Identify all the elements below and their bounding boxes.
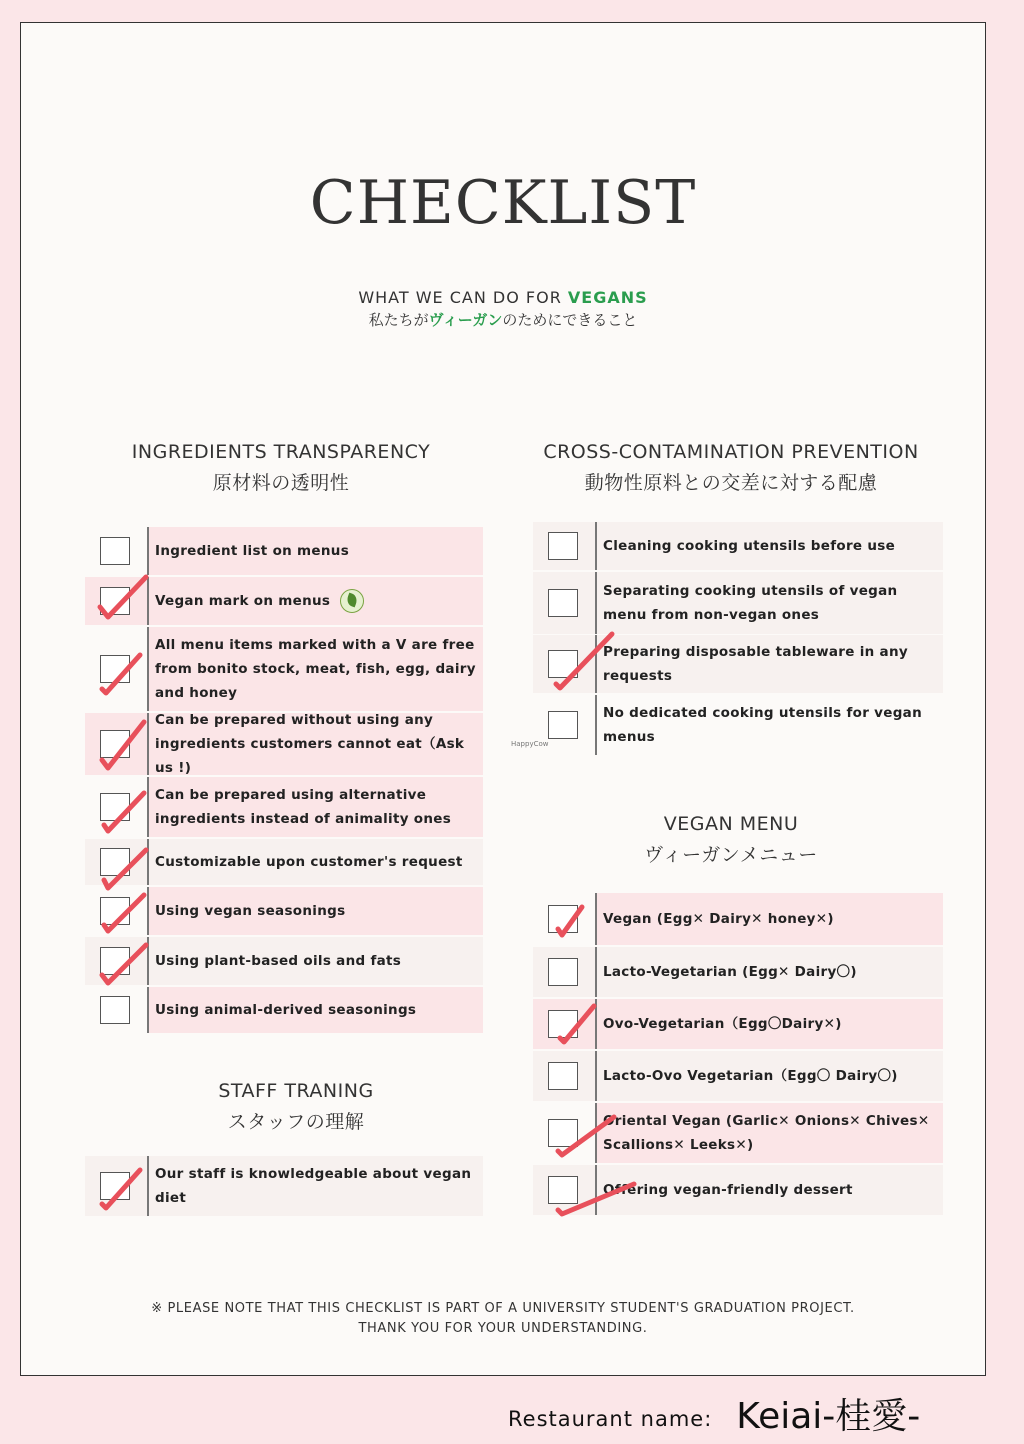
item-label: Using animal-derived seasonings bbox=[149, 987, 483, 1033]
cross-contamination-title-jp: 動物性原料との交差に対する配慮 bbox=[584, 472, 878, 494]
item-label: All menu items marked with a V are free from bonito stock, meat, fish, egg, dairy and honey bbox=[149, 627, 483, 711]
page-title: CHECKLIST bbox=[309, 168, 697, 238]
red-check-mark-icon bbox=[533, 1103, 595, 1163]
item-label: Ingredient list on menus bbox=[149, 527, 483, 575]
ingredients-row-5 bbox=[85, 839, 483, 885]
red-check-mark-icon bbox=[85, 887, 147, 935]
red-check-mark-icon bbox=[85, 713, 147, 775]
subtitle-jp-suffix: のためにできること bbox=[502, 311, 638, 329]
checkbox[interactable] bbox=[548, 1062, 578, 1090]
item-label: Vegan mark on menus bbox=[149, 577, 483, 625]
subtitle-highlight: VEGANS bbox=[567, 288, 648, 307]
checkbox[interactable] bbox=[548, 532, 578, 560]
cross-row-1 bbox=[533, 572, 943, 634]
red-check-mark-icon bbox=[85, 577, 147, 625]
red-check-mark-icon bbox=[533, 1165, 595, 1215]
ingredients-row-0 bbox=[85, 527, 483, 575]
checkbox[interactable] bbox=[100, 996, 130, 1024]
item-label: Oriental Vegan (Garlic✕ Onions✕ Chives✕ Scallions✕ Leeks✕) bbox=[597, 1103, 943, 1163]
vegan-menu-row-2 bbox=[533, 999, 943, 1049]
item-label: No dedicated cooking utensils for vegan menus bbox=[603, 705, 923, 745]
restaurant-name: Keiai-桂愛- bbox=[736, 1396, 921, 1437]
subtitle-jp bbox=[21, 309, 985, 330]
item-label: Using vegan seasonings bbox=[149, 887, 483, 935]
item-label: Customizable upon customer's request bbox=[149, 839, 483, 885]
subtitle bbox=[21, 288, 985, 307]
subtitle-jp-highlight: ヴィーガン bbox=[428, 311, 503, 329]
vegan-menu-row-0 bbox=[533, 893, 943, 945]
vegan-menu-title: VEGAN MENU bbox=[663, 813, 799, 835]
ingredients-row-1 bbox=[85, 577, 483, 625]
red-check-mark-icon bbox=[85, 937, 147, 985]
item-label: Our staff is knowledgeable about vegan diet bbox=[149, 1156, 483, 1216]
cross-row-0 bbox=[533, 522, 943, 570]
cross-contamination-title: CROSS-CONTAMINATION PREVENTION bbox=[543, 441, 919, 463]
vegan-leaf-icon bbox=[340, 589, 364, 613]
item-label: Separating cooking utensils of vegan menu from non-vegan ones bbox=[597, 572, 943, 634]
item-label: Preparing disposable tableware in any requests bbox=[597, 635, 943, 693]
red-check-mark-icon bbox=[85, 1156, 147, 1216]
item-label: Lacto-Ovo Vegetarian（Egg〇 Dairy〇) bbox=[597, 1051, 943, 1101]
cross-row-3 bbox=[533, 695, 943, 755]
ingredients-row-6 bbox=[85, 887, 483, 935]
cross-contamination-header bbox=[511, 441, 951, 495]
vegan-menu-title-jp: ヴィーガンメニュー bbox=[644, 844, 818, 866]
item-label: Vegan (Egg✕ Dairy✕ honey✕) bbox=[597, 893, 943, 945]
vegan-menu-header bbox=[581, 813, 881, 867]
checkbox[interactable] bbox=[548, 711, 578, 739]
checkbox[interactable] bbox=[548, 958, 578, 986]
red-check-mark-icon bbox=[85, 627, 147, 711]
checklist-sheet bbox=[20, 22, 986, 1376]
ingredients-title: INGREDIENTS TRANSPARENCY bbox=[131, 441, 431, 463]
vegan-menu-row-3 bbox=[533, 1051, 943, 1101]
item-label: Using plant-based oils and fats bbox=[149, 937, 483, 985]
cross-row-2 bbox=[533, 635, 943, 693]
item-label: Lacto-Vegetarian (Egg✕ Dairy〇) bbox=[597, 947, 943, 997]
staff-title-jp: スタッフの理解 bbox=[227, 1111, 365, 1133]
restaurant-label: Restaurant name: bbox=[508, 1407, 713, 1431]
red-check-mark-icon bbox=[85, 777, 147, 837]
footer-line-1: ※ PLEASE NOTE THAT THIS CHECKLIST IS PART OF A UNIVERSITY STUDENT'S GRADUATION PROJECT. bbox=[151, 1301, 855, 1316]
staff-title: STAFF TRANING bbox=[218, 1080, 374, 1102]
item-label: Cleaning cooking utensils before use bbox=[597, 522, 943, 570]
ingredients-row-2 bbox=[85, 627, 483, 711]
ingredients-row-4 bbox=[85, 777, 483, 837]
vegan-menu-row-1 bbox=[533, 947, 943, 997]
subtitle-jp-prefix: 私たちが bbox=[368, 311, 429, 329]
checkbox[interactable] bbox=[100, 537, 130, 565]
ingredients-row-7 bbox=[85, 937, 483, 985]
ingredients-row-3 bbox=[85, 713, 483, 775]
footer-note bbox=[21, 1299, 985, 1339]
subtitle-prefix: WHAT WE CAN DO FOR bbox=[358, 288, 568, 307]
footer-line-2: THANK YOU FOR YOUR UNDERSTANDING. bbox=[358, 1321, 648, 1336]
vegan-menu-row-4 bbox=[533, 1103, 943, 1163]
red-check-mark-icon bbox=[533, 635, 595, 693]
staff-row-0 bbox=[85, 1156, 483, 1216]
item-label: Ovo-Vegetarian（Egg〇Dairy✕) bbox=[597, 999, 943, 1049]
item-label: Can be prepared using alternative ingredients instead of animality ones bbox=[149, 777, 483, 837]
red-check-mark-icon bbox=[533, 893, 595, 945]
checkbox[interactable] bbox=[548, 589, 578, 617]
vegan-menu-row-5 bbox=[533, 1165, 943, 1215]
red-check-mark-icon bbox=[85, 839, 147, 885]
watermark: HappyCow bbox=[511, 740, 549, 748]
red-check-mark-icon bbox=[533, 999, 595, 1049]
restaurant-caption bbox=[508, 1386, 920, 1437]
ingredients-row-8 bbox=[85, 987, 483, 1033]
ingredients-header bbox=[101, 441, 461, 495]
ingredients-title-jp: 原材料の透明性 bbox=[212, 472, 350, 494]
item-label: Can be prepared without using any ingredients customers cannot eat（Ask us !) bbox=[149, 713, 483, 775]
staff-header bbox=[171, 1080, 421, 1134]
item-label: Offering vegan-friendly dessert bbox=[597, 1165, 943, 1215]
